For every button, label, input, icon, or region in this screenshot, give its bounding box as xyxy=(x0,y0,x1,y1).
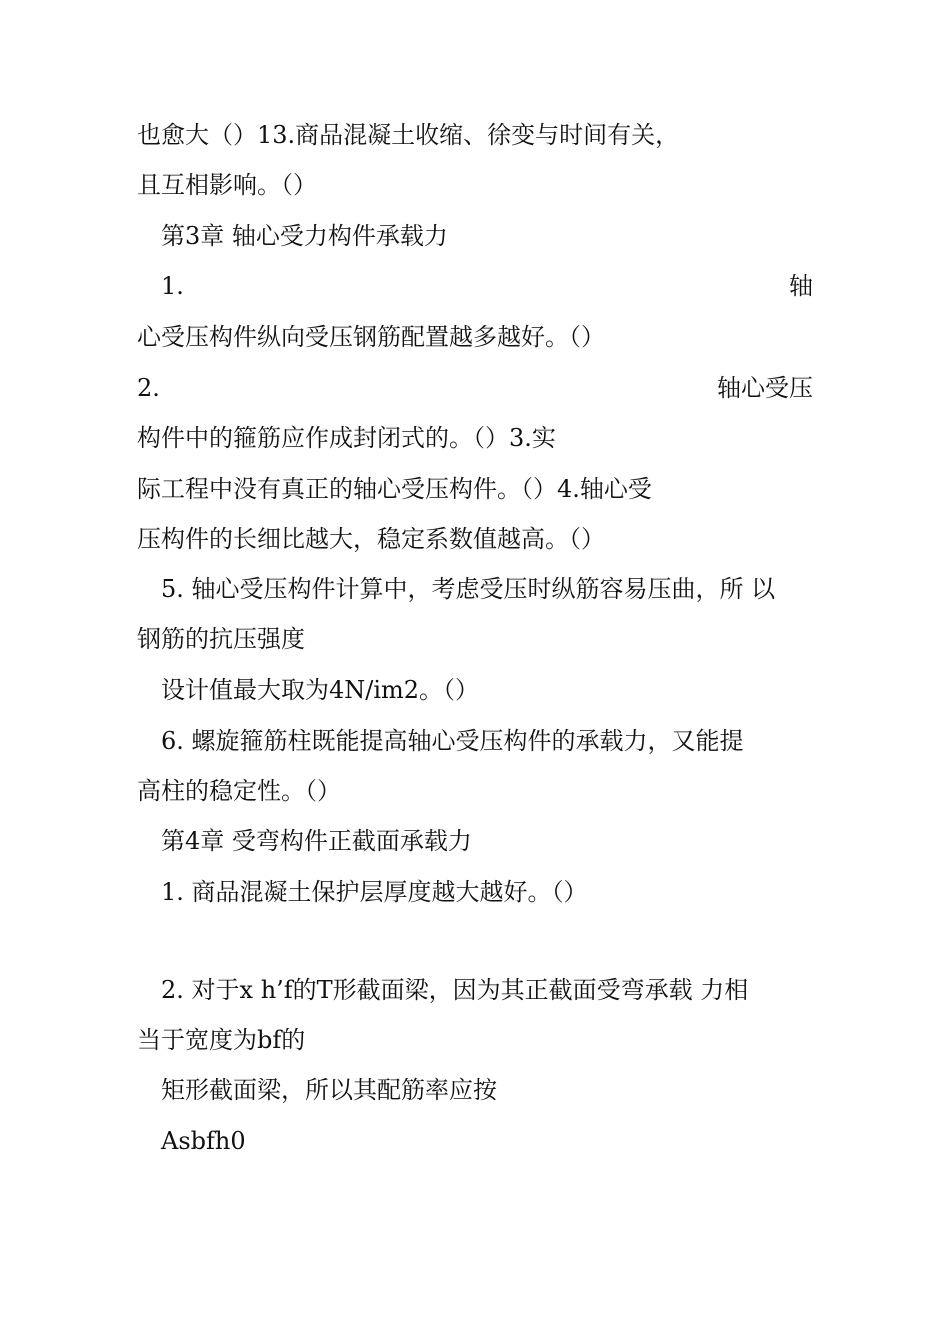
text-line: 矩形截面梁，所以其配筋率应按 xyxy=(161,1076,497,1104)
text-line: 心受压构件纵向受压钢筋配置越多越好。（） xyxy=(137,323,605,351)
chapter-heading: 第3章 轴心受力构件承载力 xyxy=(161,222,448,250)
text-line: 际工程中没有真正的轴心受压构件。（）4.轴心受 xyxy=(137,475,652,503)
text-line: 设计值最大取为4N/im2。（） xyxy=(161,676,480,704)
item-number: 1. xyxy=(161,272,184,300)
text-line: 1. 商品混凝土保护层厚度越大越好。（） xyxy=(161,878,588,906)
text-line: 且互相影响。（） xyxy=(137,171,317,199)
formula-text: Asbfh0 xyxy=(161,1127,246,1155)
text-line: 高柱的稳定性。（） xyxy=(137,777,341,805)
text-fragment: 轴 xyxy=(789,272,813,300)
item-number: 2. xyxy=(137,374,160,402)
text-line: 钢筋的抗压强度 xyxy=(137,625,305,653)
chapter-heading: 第4章 受弯构件正截面承载力 xyxy=(161,827,472,855)
text-line: 2. 对于x h’f的T形截面梁，因为其正截面受弯承载 力相 xyxy=(161,976,749,1004)
text-fragment: 轴心受压 xyxy=(717,374,813,402)
text-line: 也愈大（）13.商品混凝土收缩、徐变与时间有关， xyxy=(137,121,680,149)
text-line: 压构件的长细比越大，稳定系数值越高。（） xyxy=(137,525,605,553)
text-line: 6. 螺旋箍筋柱既能提高轴心受压构件的承载力，又能提 xyxy=(161,727,744,755)
text-line: 5. 轴心受压构件计算中，考虑受压时纵筋容易压曲，所 以 xyxy=(161,575,776,603)
text-line: 当于宽度为bf的 xyxy=(137,1026,306,1054)
text-line: 构件中的箍筋应作成封闭式的。（）3.实 xyxy=(137,424,556,452)
